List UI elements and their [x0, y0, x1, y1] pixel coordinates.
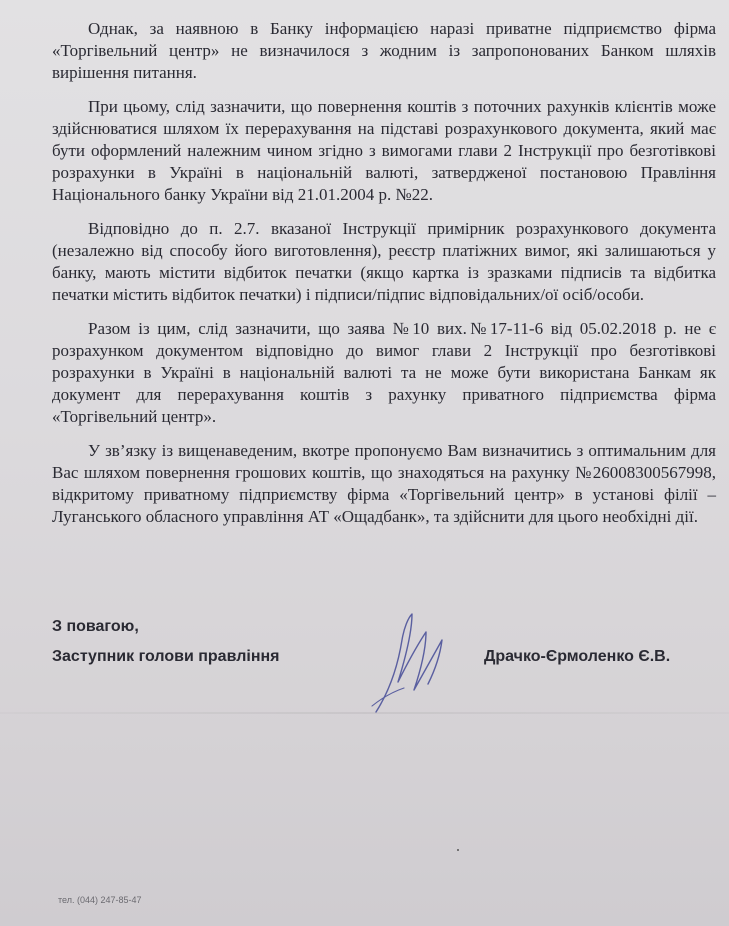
paragraph-2: При цьому, слід зазначити, що повернення коштів з поточних рахунків клієнтів може здійснюватися шляхом їх перерахування на підставі розрахункового документа, який має бути оформлений належним чином згідно з вимогами глави 2 Інструкції про безготівкові розрахунки в Україні в національній валюті, затвердженої постановою Правління Національного банку України від 21.01.2004 р. №22.	[52, 97, 716, 204]
closing-greeting: З повагою,	[52, 618, 139, 635]
handwritten-signature	[368, 610, 458, 720]
signer-position: Заступник голови правління	[52, 648, 280, 665]
paper-speck	[457, 849, 459, 851]
letter-body	[52, 18, 716, 540]
paragraph-1: Однак, за наявною в Банку інформацією наразі приватне підприємство фірма «Торгівельний центр» не визначилося з жодним із запропонованих Банком шляхів вирішення питання.	[52, 19, 716, 82]
footer-phone: тел. (044) 247-85-47	[58, 895, 142, 905]
paragraph-3: Відповідно до п. 2.7. вказаної Інструкції примірник розрахункового документа (незалежно від способу його виготовлення), реєстр платіжних вимог, які залишаються у банку, мають містити відбиток печатки (якщо картка із зразками підписів та відбитка печатки містить відбиток печатки) і підписи/підпис відповідальних/ої осіб/особи.	[52, 219, 716, 304]
paragraph-5: У зв’язку із вищенаведеним, вкотре пропонуємо Вам визначитись з оптимальним для Вас шляхом повернення грошових коштів, що знаходяться на рахунку №26008300567998, відкритому приватному підприємству фірма «Торгівельний центр» в установі філії – Луганського обласного управління АТ «Ощадбанк», та здійснити для цього необхідні дії.	[52, 441, 716, 526]
paper-fold	[0, 712, 729, 714]
signer-name: Драчко-Єрмоленко Є.В.	[484, 648, 671, 665]
paragraph-4: Разом із цим, слід зазначити, що заява №10 вих.№17-11-6 від 05.02.2018 р. не є розрахунком документом відповідно до вимог глави 2 Інструкції про безготівкові розрахунки в Україні в національній валюті та не може бути використана Банкам як документ для перерахування коштів з рахунку приватного підприємства фірма «Торгівельний центр».	[52, 319, 716, 426]
